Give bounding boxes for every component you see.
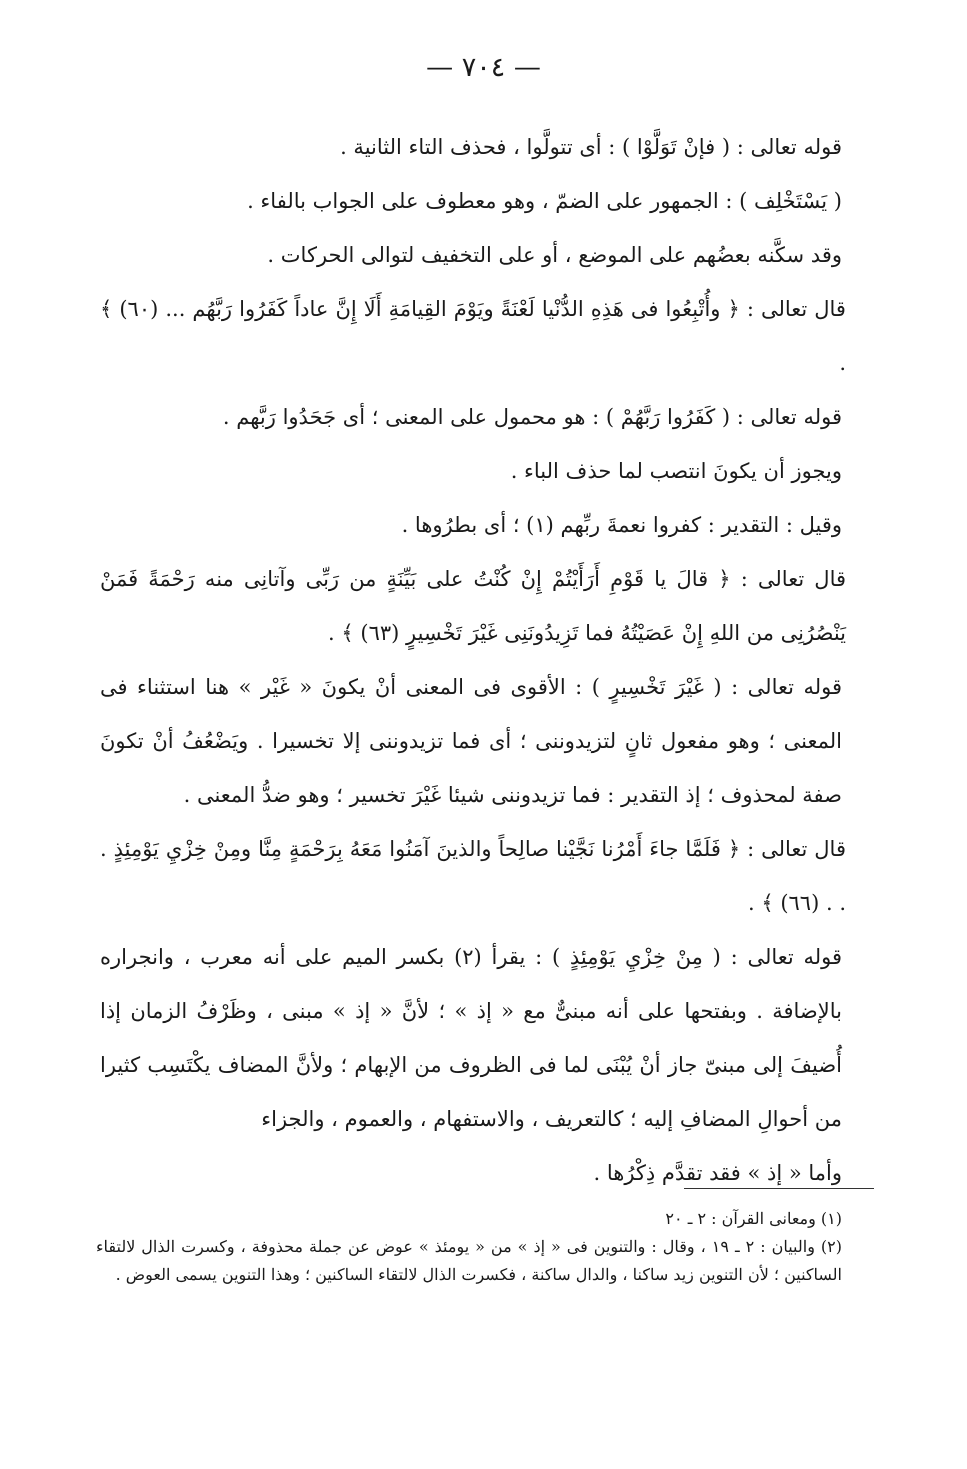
footnote-divider	[684, 1188, 874, 1189]
quran-verse: قال تعالى : ﴿ وأُتْبِعُوا فى هَذِهِ الدُّنْيا لَعْنَةً ويَوْمَ القِيامَةِ أَلَا إِنَّ عاداً كَفَرُوا رَبَّهُم ... (٦٠) ﴾ .	[100, 297, 846, 375]
main-text	[100, 120, 847, 1200]
paragraph: ( يَسْتَخْلِف ) : الجمهور على الضمّ ، وهو معطوف على الجواب بالفاء .	[247, 189, 842, 213]
paragraph: قوله تعالى : ( مِنْ خِزْيِ يَوْمِئِذٍ ) : يقرأ (٢) بكسر الميم على أنه معرب ، وانجراره بالإضافة . وبفتحها على أنه مبنىٌّ مع « إذ » ؛ لأنَّ « إذ » مبنى ، وظَرْفُ الزمان إذا أُضيفَ إلى مبنىّ جاز أنْ يُبْنَى لما فى الظروف من الإبهام ؛ ولأنَّ المضاف يكْتَسِب كثيرا من أحوالِ المضافِ إليه ؛ كالتعريف ، والاستفهام ، والعموم ، والجزاء	[100, 945, 843, 1131]
footnote: (١) ومعانى القرآن : ٢ ـ ٢٠	[665, 1209, 842, 1228]
quran-verse: قال تعالى : ﴿ فَلَمَّا جاءَ أَمْرُنا نَجَّيْنا صالِحاً والذينَ آمَنُوا مَعَهُ بِرَحْمَةٍ مِنَّا ومِنْ خِزْيِ يَوْمِئِذٍ . . . (٦٦) ﴾ .	[100, 837, 846, 915]
paragraph: ويجوز أن يكونَ انتصب لما حذف الباء .	[510, 459, 842, 483]
paragraph: قوله تعالى : ( غَيْرَ تَخْسِيرٍ ) : الأقوى فى المعنى أنْ يكونَ « غَيْر » هنا استثناء فى المعنى ؛ وهو مفعول ثانٍ لتزيدوننى ؛ أى فما تزيدوننى إلا تخسيرا . ويَضْعُفُ أنْ تكونَ صفة لمحذوف ؛ إذ التقدير : فما تزيدوننى شيئا غَيْرَ تخسير ؛ وهو ضدُّ المعنى .	[100, 675, 842, 807]
footnotes	[96, 1205, 842, 1289]
paragraph: وقيل : التقدير : كفروا نعمةَ ربِّهم (١) ؛ أى بطرُوها .	[401, 513, 842, 537]
quran-verse: قال تعالى : ﴿ قالَ يا قَوْمِ أَرَأَيْتُمْ إِنْ كُنْتُ على بَيِّنَةٍ من رَبِّى وآتانِى منه رَحْمَةً فَمَنْ يَنْصُرُنِى من اللهِ إِنْ عَصَيْتُهُ فما تَزِيدُونَنِى غَيْرَ تَخْسِيرٍ (٦٣) ﴾ .	[100, 567, 847, 645]
paragraph: قوله تعالى : ( فإنْ تَوَلَّوْا ) : أى تتولَّوا ، فحذف التاء الثانية .	[340, 135, 842, 159]
page-number: — ٧٠٤ —	[426, 52, 541, 83]
paragraph: وأما « إذ » فقد تقدَّم ذِكْرُها .	[593, 1161, 842, 1185]
paragraph: وقد سكَّنه بعضُهم على الموضع ، أو على التخفيف لتوالى الحركات .	[267, 243, 842, 267]
paragraph: قوله تعالى : ( كَفَرُوا رَبَّهُمْ ) : هو محمول على المعنى ؛ أى جَحَدُوا رَبَّهم .	[222, 405, 842, 429]
footnote: (٢) والبيان : ٢ ـ ١٩ ، وقال : والتنوين فى « إذ » من « يومئذ » عوض عن جملة محذوفة ، وكسرت الذال لالتقاء الساكنين ؛ لأن التنوين زيد ساكنا ، والدال ساكنة ، فكسرت الذال لالتقاء الساكنين ؛ وهذا التنوين يسمى العوض .	[96, 1237, 843, 1284]
